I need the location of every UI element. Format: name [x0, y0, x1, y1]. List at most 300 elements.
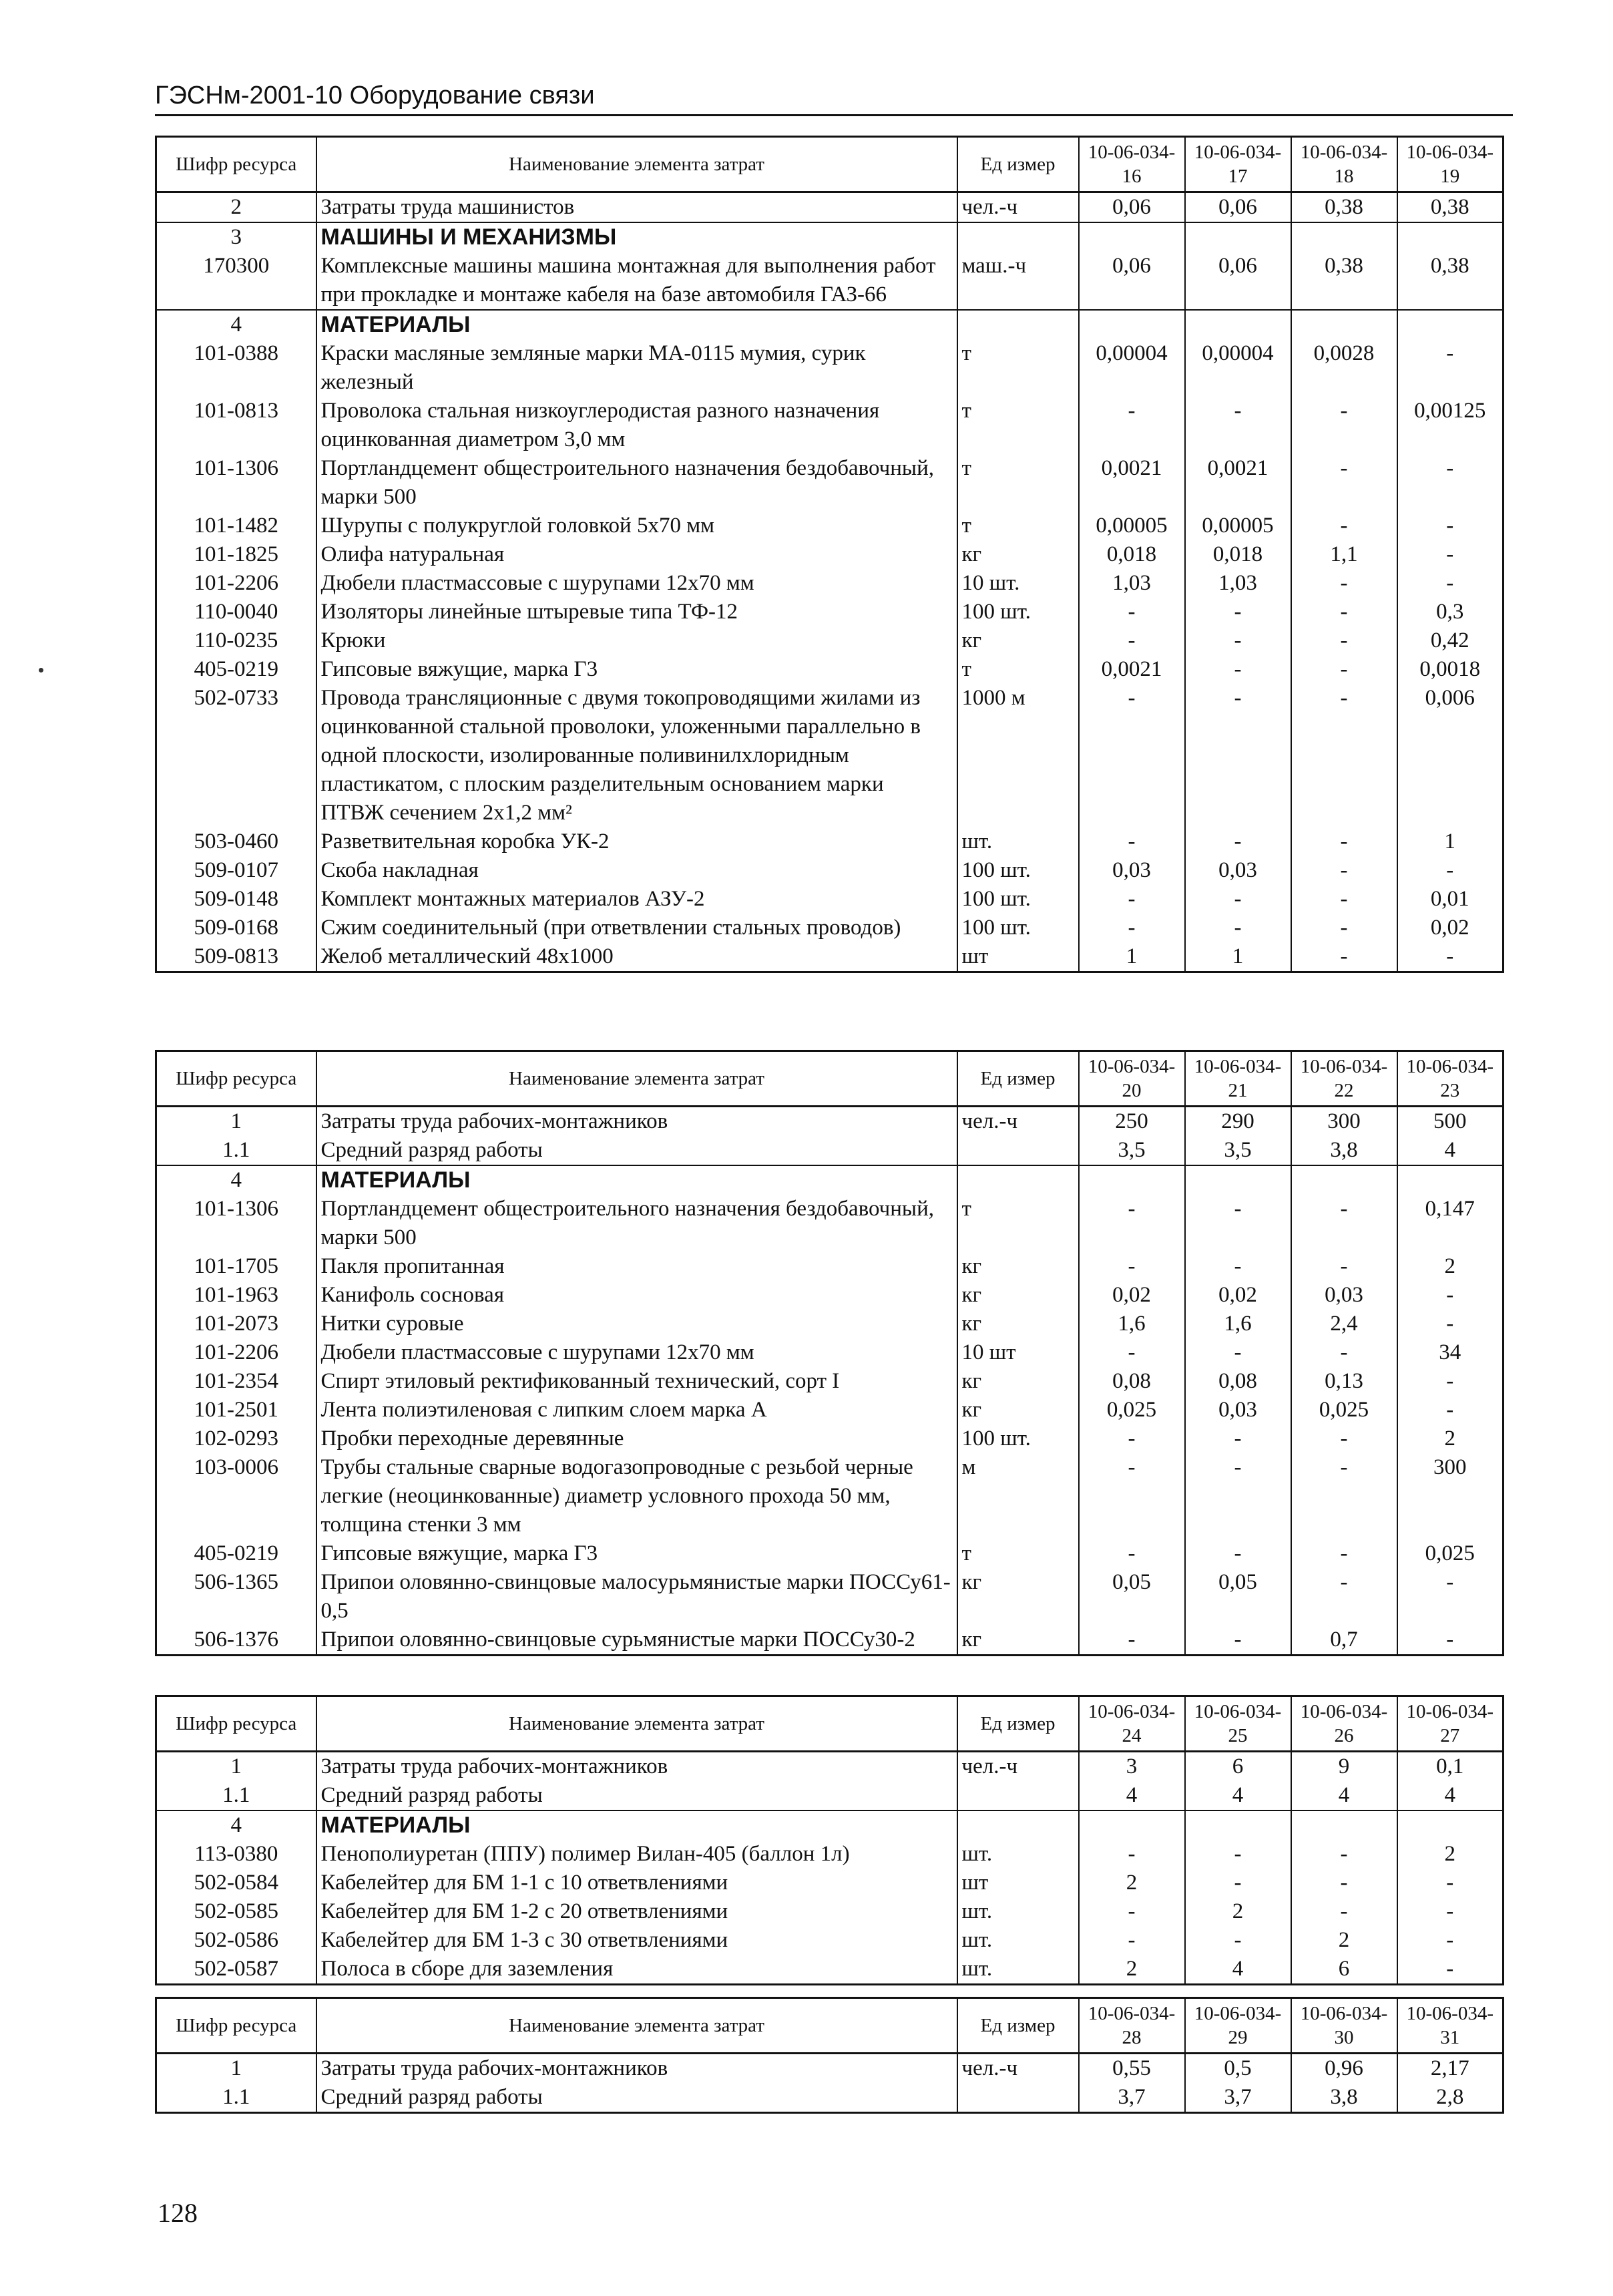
- unit-cell: т: [957, 1539, 1079, 1568]
- table-row: [156, 655, 1504, 684]
- resource-name-cell: Канифоль сосновая: [316, 1281, 957, 1310]
- table-row: [156, 1367, 1504, 1396]
- unit-cell: чел.-ч: [957, 192, 1079, 223]
- value-cell: 2,17: [1397, 2054, 1504, 2084]
- value-cell: 9: [1291, 1752, 1397, 1782]
- value-cell: -: [1291, 827, 1397, 856]
- value-cell: 4: [1397, 1136, 1504, 1165]
- table-row: [156, 512, 1504, 540]
- unit-cell: 100 шт.: [957, 856, 1079, 885]
- resource-code-cell: 101-2501: [156, 1396, 316, 1424]
- table-row: [156, 1781, 1504, 1810]
- value-cell: 0,38: [1291, 192, 1397, 223]
- value-cell: 0,03: [1291, 1281, 1397, 1310]
- value-cell: -: [1291, 1252, 1397, 1281]
- value-cell: 0,03: [1185, 856, 1291, 885]
- value-cell: -: [1397, 569, 1504, 598]
- value-cell: -: [1079, 684, 1185, 827]
- value-cell: [1185, 1165, 1291, 1195]
- value-cell: -: [1079, 397, 1185, 454]
- resource-code-cell: 170300: [156, 252, 316, 310]
- resource-name-cell: Гипсовые вяжущие, марка Г3: [316, 655, 957, 684]
- value-cell: 3: [1079, 1752, 1185, 1782]
- resource-table-2: [155, 1050, 1504, 1656]
- resource-name-cell: Затраты труда рабочих-монтажников: [316, 1752, 957, 1782]
- table-row: [156, 684, 1504, 827]
- unit-cell: 100 шт.: [957, 914, 1079, 942]
- table-row: [156, 1840, 1504, 1869]
- column-header: Ед измер: [957, 1051, 1079, 1107]
- column-header: 10-06-034-21: [1185, 1051, 1291, 1107]
- unit-cell: шт: [957, 942, 1079, 972]
- value-cell: 500: [1397, 1107, 1504, 1137]
- column-header: 10-06-034-30: [1291, 1998, 1397, 2054]
- resource-name-cell: Пакля пропитанная: [316, 1252, 957, 1281]
- resource-name-cell: Средний разряд работы: [316, 2083, 957, 2113]
- table-row: [156, 1539, 1504, 1568]
- table-row: [156, 1195, 1504, 1252]
- scan-dot: [39, 668, 43, 673]
- table-row: [156, 942, 1504, 972]
- resource-name-cell: Сжим соединительный (при ответвлении стальных проводов): [316, 914, 957, 942]
- section-row: [156, 222, 1504, 252]
- value-cell: -: [1079, 626, 1185, 655]
- resource-code-cell: 101-1482: [156, 512, 316, 540]
- value-cell: -: [1185, 885, 1291, 914]
- value-cell: -: [1185, 827, 1291, 856]
- value-cell: -: [1397, 942, 1504, 972]
- resource-name-cell: Затраты труда рабочих-монтажников: [316, 2054, 957, 2084]
- unit-cell: т: [957, 512, 1079, 540]
- table-header-row: [156, 1696, 1504, 1752]
- value-cell: -: [1291, 454, 1397, 512]
- column-header: 10-06-034-25: [1185, 1696, 1291, 1752]
- resource-code-cell: 101-0388: [156, 339, 316, 397]
- value-cell: 4: [1291, 1781, 1397, 1810]
- value-cell: 0,00004: [1185, 339, 1291, 397]
- value-cell: -: [1185, 1926, 1291, 1955]
- value-cell: [1185, 222, 1291, 252]
- table-header-row: [156, 137, 1504, 192]
- value-cell: [1397, 1165, 1504, 1195]
- value-cell: 0,0021: [1079, 454, 1185, 512]
- value-cell: -: [1397, 1625, 1504, 1656]
- resource-code-cell: 113-0380: [156, 1840, 316, 1869]
- column-header: 10-06-034-27: [1397, 1696, 1504, 1752]
- value-cell: 0,38: [1291, 252, 1397, 310]
- value-cell: -: [1185, 1453, 1291, 1539]
- resource-name-cell: Средний разряд работы: [316, 1781, 957, 1810]
- column-header: Шифр ресурса: [156, 1696, 316, 1752]
- value-cell: -: [1079, 1840, 1185, 1869]
- value-cell: 0,08: [1185, 1367, 1291, 1396]
- resource-name-cell: Проволока стальная низкоуглеродистая разного назначения оцинкованная диаметром 3,0 мм: [316, 397, 957, 454]
- value-cell: [1397, 310, 1504, 339]
- resource-name-cell: Гипсовые вяжущие, марка Г3: [316, 1539, 957, 1568]
- unit-cell: шт.: [957, 1897, 1079, 1926]
- resource-name-cell: Трубы стальные сварные водогазопроводные с резьбой черные легкие (неоцинкованные) диаметр условного прохода 50 мм, толщина стенки 3 мм: [316, 1453, 957, 1539]
- value-cell: -: [1079, 598, 1185, 626]
- value-cell: -: [1291, 1840, 1397, 1869]
- value-cell: -: [1291, 397, 1397, 454]
- table-row: [156, 1281, 1504, 1310]
- unit-cell: шт.: [957, 827, 1079, 856]
- value-cell: 0,018: [1185, 540, 1291, 569]
- value-cell: 4: [1185, 1781, 1291, 1810]
- section-row: [156, 310, 1504, 339]
- value-cell: 1,6: [1079, 1310, 1185, 1338]
- value-cell: 0,00004: [1079, 339, 1185, 397]
- table-row: [156, 2083, 1504, 2113]
- table-row: [156, 540, 1504, 569]
- resource-code-cell: 506-1376: [156, 1625, 316, 1656]
- value-cell: 0,025: [1291, 1396, 1397, 1424]
- value-cell: -: [1291, 626, 1397, 655]
- value-cell: -: [1291, 1568, 1397, 1625]
- value-cell: -: [1185, 1195, 1291, 1252]
- resource-name-cell: Кабелейтер для БМ 1-3 с 30 ответвлениями: [316, 1926, 957, 1955]
- value-cell: 0,0028: [1291, 339, 1397, 397]
- column-header: Наименование элемента затрат: [316, 1051, 957, 1107]
- value-cell: [1397, 222, 1504, 252]
- table-row: [156, 1136, 1504, 1165]
- resource-table-1: [155, 136, 1504, 973]
- resource-code-cell: 101-2073: [156, 1310, 316, 1338]
- resource-name-cell: Затраты труда машинистов: [316, 192, 957, 223]
- unit-cell: кг: [957, 1252, 1079, 1281]
- column-header: 10-06-034-20: [1079, 1051, 1185, 1107]
- unit-cell: [957, 2083, 1079, 2113]
- unit-cell: м: [957, 1453, 1079, 1539]
- unit-cell: т: [957, 1195, 1079, 1252]
- resource-code-cell: 502-0733: [156, 684, 316, 827]
- unit-cell: кг: [957, 1568, 1079, 1625]
- value-cell: 3,7: [1185, 2083, 1291, 2113]
- resource-name-cell: Лента полиэтиленовая с липким слоем марка А: [316, 1396, 957, 1424]
- resource-code-cell: 506-1365: [156, 1568, 316, 1625]
- table-row: [156, 192, 1504, 223]
- value-cell: 3,8: [1291, 1136, 1397, 1165]
- column-header: 10-06-034-31: [1397, 1998, 1504, 2054]
- table-row: [156, 569, 1504, 598]
- value-cell: 3,8: [1291, 2083, 1397, 2113]
- value-cell: -: [1291, 1869, 1397, 1897]
- value-cell: 2: [1079, 1869, 1185, 1897]
- table-row: [156, 1897, 1504, 1926]
- page-header: ГЭСНм-2001-10 Оборудование связи: [155, 81, 1513, 116]
- value-cell: -: [1185, 1539, 1291, 1568]
- value-cell: -: [1079, 1539, 1185, 1568]
- resource-code-cell: 502-0584: [156, 1869, 316, 1897]
- unit-cell: шт.: [957, 1926, 1079, 1955]
- value-cell: -: [1185, 1424, 1291, 1453]
- resource-name-cell: МАТЕРИАЛЫ: [316, 1810, 957, 1840]
- value-cell: 2,4: [1291, 1310, 1397, 1338]
- unit-cell: 1000 м: [957, 684, 1079, 827]
- unit-cell: [957, 1810, 1079, 1840]
- resource-code-cell: 509-0148: [156, 885, 316, 914]
- resource-name-cell: Кабелейтер для БМ 1-2 с 20 ответвлениями: [316, 1897, 957, 1926]
- value-cell: 0,05: [1185, 1568, 1291, 1625]
- table-row: [156, 252, 1504, 310]
- section-row: [156, 1810, 1504, 1840]
- table-row: [156, 914, 1504, 942]
- resource-name-cell: МАТЕРИАЛЫ: [316, 1165, 957, 1195]
- unit-cell: шт: [957, 1869, 1079, 1897]
- table-row: [156, 885, 1504, 914]
- value-cell: 0,025: [1079, 1396, 1185, 1424]
- column-header: 10-06-034-24: [1079, 1696, 1185, 1752]
- resource-name-cell: Полоса в сборе для заземления: [316, 1955, 957, 1985]
- unit-cell: кг: [957, 540, 1079, 569]
- table-row: [156, 1752, 1504, 1782]
- value-cell: 1: [1079, 942, 1185, 972]
- value-cell: 0,02: [1185, 1281, 1291, 1310]
- resource-code-cell: 4: [156, 1810, 316, 1840]
- value-cell: 0,03: [1185, 1396, 1291, 1424]
- table-row: [156, 1453, 1504, 1539]
- value-cell: -: [1079, 1453, 1185, 1539]
- resource-code-cell: 502-0587: [156, 1955, 316, 1985]
- resource-code-cell: 103-0006: [156, 1453, 316, 1539]
- table-row: [156, 1338, 1504, 1367]
- unit-cell: т: [957, 397, 1079, 454]
- resource-name-cell: МАШИНЫ И МЕХАНИЗМЫ: [316, 222, 957, 252]
- value-cell: 290: [1185, 1107, 1291, 1137]
- value-cell: -: [1185, 1338, 1291, 1367]
- value-cell: -: [1185, 655, 1291, 684]
- value-cell: 0,7: [1291, 1625, 1397, 1656]
- unit-cell: кг: [957, 626, 1079, 655]
- resource-code-cell: 110-0040: [156, 598, 316, 626]
- column-header: Шифр ресурса: [156, 1998, 316, 2054]
- unit-cell: 100 шт.: [957, 1424, 1079, 1453]
- resource-name-cell: Кабелейтер для БМ 1-1 с 10 ответвлениями: [316, 1869, 957, 1897]
- resource-name-cell: Припои оловянно-свинцовые сурьмянистые марки ПОССу30-2: [316, 1625, 957, 1656]
- resource-code-cell: 4: [156, 310, 316, 339]
- table-row: [156, 626, 1504, 655]
- resource-code-cell: 101-1306: [156, 454, 316, 512]
- value-cell: 0,42: [1397, 626, 1504, 655]
- resource-code-cell: 110-0235: [156, 626, 316, 655]
- value-cell: [1291, 1165, 1397, 1195]
- resource-name-cell: Комплект монтажных материалов АЗУ-2: [316, 885, 957, 914]
- resource-code-cell: 502-0585: [156, 1897, 316, 1926]
- resource-name-cell: Разветвительная коробка УК-2: [316, 827, 957, 856]
- table-row: [156, 1568, 1504, 1625]
- value-cell: 1,6: [1185, 1310, 1291, 1338]
- value-cell: 1,03: [1185, 569, 1291, 598]
- resource-table-4: [155, 1997, 1504, 2114]
- value-cell: 0,06: [1185, 252, 1291, 310]
- value-cell: 1,1: [1291, 540, 1397, 569]
- resource-name-cell: Портландцемент общестроительного назначения бездобавочный, марки 500: [316, 454, 957, 512]
- unit-cell: 100 шт.: [957, 885, 1079, 914]
- value-cell: -: [1397, 1926, 1504, 1955]
- value-cell: -: [1291, 512, 1397, 540]
- value-cell: [1079, 1810, 1185, 1840]
- value-cell: 0,06: [1185, 192, 1291, 223]
- resource-name-cell: Дюбели пластмассовые с шурупами 12х70 мм: [316, 569, 957, 598]
- value-cell: 1: [1397, 827, 1504, 856]
- value-cell: -: [1185, 1625, 1291, 1656]
- value-cell: 300: [1397, 1453, 1504, 1539]
- value-cell: -: [1185, 914, 1291, 942]
- value-cell: -: [1397, 1396, 1504, 1424]
- value-cell: 6: [1291, 1955, 1397, 1985]
- value-cell: 0,08: [1079, 1367, 1185, 1396]
- value-cell: 0,38: [1397, 252, 1504, 310]
- value-cell: 2,8: [1397, 2083, 1504, 2113]
- unit-cell: [957, 1136, 1079, 1165]
- value-cell: [1079, 222, 1185, 252]
- column-header: 10-06-034-23: [1397, 1051, 1504, 1107]
- value-cell: -: [1079, 1424, 1185, 1453]
- table-row: [156, 1424, 1504, 1453]
- value-cell: -: [1079, 1897, 1185, 1926]
- table-row: [156, 598, 1504, 626]
- value-cell: [1291, 310, 1397, 339]
- value-cell: -: [1079, 885, 1185, 914]
- unit-cell: [957, 1165, 1079, 1195]
- resource-name-cell: Пенополиуретан (ППУ) полимер Вилан-405 (баллон 1л): [316, 1840, 957, 1869]
- table-row: [156, 454, 1504, 512]
- resource-code-cell: 101-2206: [156, 569, 316, 598]
- table-row: [156, 1926, 1504, 1955]
- resource-code-cell: 101-1306: [156, 1195, 316, 1252]
- value-cell: 6: [1185, 1752, 1291, 1782]
- column-header: Наименование элемента затрат: [316, 137, 957, 192]
- unit-cell: чел.-ч: [957, 2054, 1079, 2084]
- value-cell: -: [1079, 1625, 1185, 1656]
- resource-code-cell: 101-0813: [156, 397, 316, 454]
- value-cell: [1291, 1810, 1397, 1840]
- resource-name-cell: Скоба накладная: [316, 856, 957, 885]
- value-cell: 300: [1291, 1107, 1397, 1137]
- value-cell: 34: [1397, 1338, 1504, 1367]
- value-cell: 2: [1397, 1424, 1504, 1453]
- value-cell: -: [1291, 655, 1397, 684]
- resource-code-cell: 509-0107: [156, 856, 316, 885]
- value-cell: -: [1291, 942, 1397, 972]
- table-row: [156, 1107, 1504, 1137]
- value-cell: 0,38: [1397, 192, 1504, 223]
- unit-cell: кг: [957, 1310, 1079, 1338]
- value-cell: -: [1397, 1869, 1504, 1897]
- column-header: 10-06-034-16: [1079, 137, 1185, 192]
- resource-code-cell: 405-0219: [156, 1539, 316, 1568]
- value-cell: -: [1079, 1195, 1185, 1252]
- resource-code-cell: 503-0460: [156, 827, 316, 856]
- value-cell: -: [1079, 914, 1185, 942]
- value-cell: -: [1397, 540, 1504, 569]
- table-row: [156, 2054, 1504, 2084]
- unit-cell: шт.: [957, 1955, 1079, 1985]
- value-cell: 0,00125: [1397, 397, 1504, 454]
- section-row: [156, 1165, 1504, 1195]
- column-header: Шифр ресурса: [156, 137, 316, 192]
- value-cell: -: [1079, 827, 1185, 856]
- table-row: [156, 856, 1504, 885]
- value-cell: 0,147: [1397, 1195, 1504, 1252]
- resource-code-cell: 101-1825: [156, 540, 316, 569]
- value-cell: 0,1: [1397, 1752, 1504, 1782]
- column-header: Ед измер: [957, 1998, 1079, 2054]
- resource-name-cell: Краски масляные земляные марки МА-0115 мумия, сурик железный: [316, 339, 957, 397]
- unit-cell: кг: [957, 1281, 1079, 1310]
- resource-name-cell: Изоляторы линейные штыревые типа ТФ-12: [316, 598, 957, 626]
- value-cell: -: [1291, 598, 1397, 626]
- value-cell: [1291, 222, 1397, 252]
- value-cell: 0,05: [1079, 1568, 1185, 1625]
- value-cell: -: [1291, 856, 1397, 885]
- resource-name-cell: Олифа натуральная: [316, 540, 957, 569]
- unit-cell: чел.-ч: [957, 1107, 1079, 1137]
- resource-code-cell: 509-0168: [156, 914, 316, 942]
- unit-cell: кг: [957, 1367, 1079, 1396]
- unit-cell: т: [957, 655, 1079, 684]
- value-cell: 0,00005: [1079, 512, 1185, 540]
- resource-code-cell: 101-2354: [156, 1367, 316, 1396]
- value-cell: [1185, 1810, 1291, 1840]
- resource-name-cell: Крюки: [316, 626, 957, 655]
- column-header: Наименование элемента затрат: [316, 1696, 957, 1752]
- resource-name-cell: Дюбели пластмассовые с шурупами 12х70 мм: [316, 1338, 957, 1367]
- resource-code-cell: 1: [156, 1752, 316, 1782]
- value-cell: 0,0021: [1079, 655, 1185, 684]
- value-cell: 3,5: [1079, 1136, 1185, 1165]
- resource-name-cell: Комплексные машины машина монтажная для выполнения работ при прокладке и монтаже кабеля на базе автомобиля ГАЗ-66: [316, 252, 957, 310]
- table-row: [156, 1310, 1504, 1338]
- value-cell: [1185, 310, 1291, 339]
- value-cell: 2: [1397, 1252, 1504, 1281]
- unit-cell: т: [957, 339, 1079, 397]
- resource-code-cell: 101-1963: [156, 1281, 316, 1310]
- value-cell: 250: [1079, 1107, 1185, 1137]
- unit-cell: 100 шт.: [957, 598, 1079, 626]
- resource-name-cell: Пробки переходные деревянные: [316, 1424, 957, 1453]
- value-cell: 0,55: [1079, 2054, 1185, 2084]
- resource-code-cell: 4: [156, 1165, 316, 1195]
- value-cell: 3,5: [1185, 1136, 1291, 1165]
- table-row: [156, 397, 1504, 454]
- column-header: Ед измер: [957, 1696, 1079, 1752]
- resource-name-cell: Средний разряд работы: [316, 1136, 957, 1165]
- value-cell: -: [1185, 397, 1291, 454]
- value-cell: -: [1291, 1897, 1397, 1926]
- column-header: Шифр ресурса: [156, 1051, 316, 1107]
- value-cell: 4: [1185, 1955, 1291, 1985]
- resource-code-cell: 3: [156, 222, 316, 252]
- resource-code-cell: 101-2206: [156, 1338, 316, 1367]
- page-number: 128: [158, 2198, 198, 2228]
- value-cell: 2: [1291, 1926, 1397, 1955]
- value-cell: -: [1291, 1338, 1397, 1367]
- table-header-row: [156, 1051, 1504, 1107]
- value-cell: -: [1079, 1338, 1185, 1367]
- resource-code-cell: 405-0219: [156, 655, 316, 684]
- unit-cell: кг: [957, 1396, 1079, 1424]
- resource-name-cell: Нитки суровые: [316, 1310, 957, 1338]
- column-header: 10-06-034-19: [1397, 137, 1504, 192]
- table-row: [156, 1869, 1504, 1897]
- value-cell: -: [1291, 569, 1397, 598]
- resource-code-cell: 1.1: [156, 2083, 316, 2113]
- value-cell: -: [1291, 684, 1397, 827]
- value-cell: 0,018: [1079, 540, 1185, 569]
- value-cell: -: [1079, 1926, 1185, 1955]
- value-cell: 4: [1397, 1781, 1504, 1810]
